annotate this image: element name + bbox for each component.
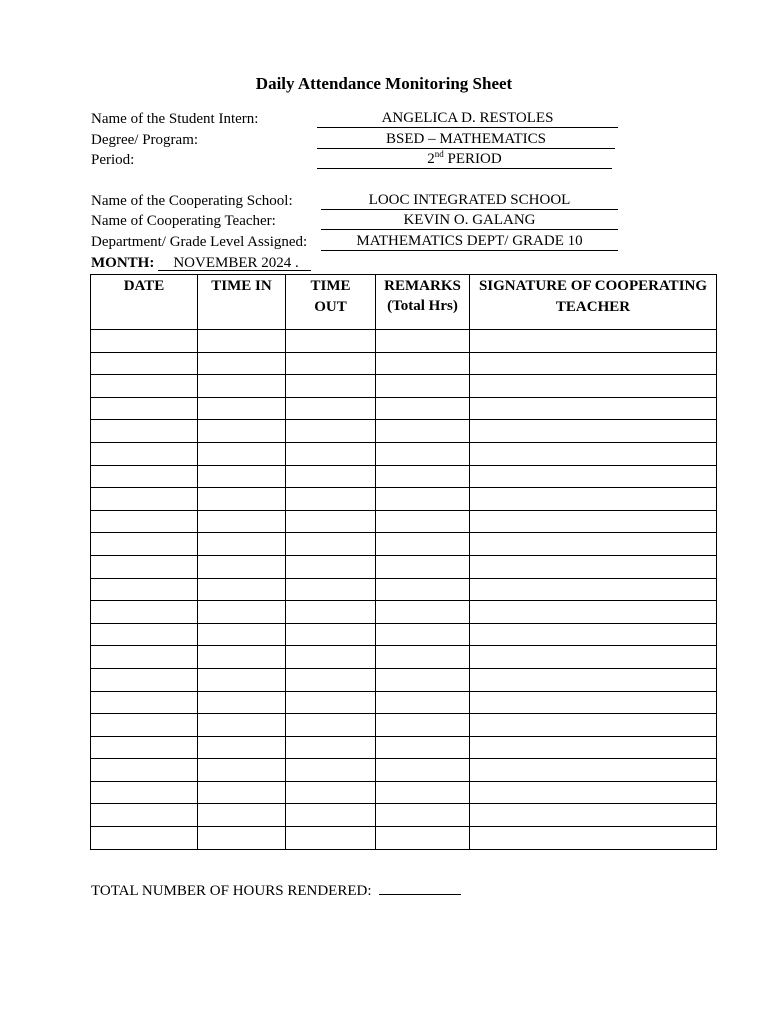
table-row (91, 510, 717, 533)
time-out-cell[interactable] (286, 397, 376, 420)
date-cell[interactable] (91, 827, 198, 850)
signature-cell[interactable] (470, 420, 717, 443)
date-cell[interactable] (91, 578, 198, 601)
remarks-cell[interactable] (376, 759, 470, 782)
month-label: MONTH: (91, 255, 155, 271)
student-intern-row (91, 109, 651, 129)
time-out-cell[interactable] (286, 420, 376, 443)
total-hours-label: TOTAL NUMBER OF HOURS RENDERED: (91, 883, 372, 899)
table-row (91, 827, 717, 850)
time-out-cell[interactable] (286, 488, 376, 511)
time-out-cell[interactable] (286, 465, 376, 488)
total-hours-blank[interactable] (379, 878, 461, 895)
period-suffix: nd (434, 149, 444, 159)
signature-cell[interactable] (470, 804, 717, 827)
period-row (91, 150, 651, 170)
date-cell[interactable] (91, 781, 198, 804)
signature-cell[interactable] (470, 646, 717, 669)
table-row (91, 623, 717, 646)
date-cell[interactable] (91, 488, 198, 511)
remarks-cell[interactable] (376, 420, 470, 443)
time-in-cell[interactable] (198, 442, 286, 465)
time-in-cell[interactable] (198, 533, 286, 556)
month-value: NOVEMBER 2024 . (158, 254, 310, 271)
remarks-cell[interactable] (376, 691, 470, 714)
remarks-cell[interactable] (376, 488, 470, 511)
time-out-cell[interactable] (286, 601, 376, 624)
signature-cell[interactable] (470, 668, 717, 691)
time-out-cell[interactable] (286, 510, 376, 533)
signature-cell[interactable] (470, 510, 717, 533)
table-row (91, 759, 717, 782)
remarks-cell[interactable] (376, 578, 470, 601)
signature-cell[interactable] (470, 397, 717, 420)
time-out-cell[interactable] (286, 442, 376, 465)
period-number: 2 (427, 151, 435, 167)
header-remarks: REMARKS (Total Hrs) (376, 275, 470, 330)
date-cell[interactable] (91, 510, 198, 533)
remarks-cell[interactable] (376, 352, 470, 375)
table-row (91, 736, 717, 759)
date-cell[interactable] (91, 646, 198, 669)
time-in-cell[interactable] (198, 397, 286, 420)
header-time-out: TIME OUT (286, 275, 376, 330)
signature-cell[interactable] (470, 601, 717, 624)
signature-cell[interactable] (470, 533, 717, 556)
time-out-cell[interactable] (286, 646, 376, 669)
time-out-cell[interactable] (286, 714, 376, 737)
signature-cell[interactable] (470, 330, 717, 353)
date-cell[interactable] (91, 714, 198, 737)
remarks-cell[interactable] (376, 330, 470, 353)
remarks-cell[interactable] (376, 510, 470, 533)
attendance-table-body (91, 330, 717, 850)
attendance-table (90, 274, 717, 850)
remarks-cell[interactable] (376, 533, 470, 556)
date-cell[interactable] (91, 759, 198, 782)
student-intern-value: ANGELICA D. RESTOLES (317, 109, 618, 128)
time-in-cell[interactable] (198, 420, 286, 443)
signature-cell[interactable] (470, 442, 717, 465)
signature-cell[interactable] (470, 352, 717, 375)
header-signature: SIGNATURE OF COOPERATING TEACHER (470, 275, 717, 330)
header-time-in: TIME IN (198, 275, 286, 330)
date-cell[interactable] (91, 442, 198, 465)
signature-cell[interactable] (470, 555, 717, 578)
time-in-cell[interactable] (198, 691, 286, 714)
table-row (91, 352, 717, 375)
remarks-cell[interactable] (376, 375, 470, 398)
table-row (91, 668, 717, 691)
time-out-cell[interactable] (286, 578, 376, 601)
date-cell[interactable] (91, 555, 198, 578)
remarks-cell[interactable] (376, 827, 470, 850)
table-row (91, 397, 717, 420)
cooperating-teacher-value: KEVIN O. GALANG (321, 211, 618, 230)
signature-cell[interactable] (470, 623, 717, 646)
time-out-cell[interactable] (286, 759, 376, 782)
time-out-cell[interactable] (286, 352, 376, 375)
signature-cell[interactable] (470, 781, 717, 804)
date-cell[interactable] (91, 330, 198, 353)
degree-program-label: Degree/ Program: (91, 132, 199, 148)
table-row (91, 488, 717, 511)
signature-cell[interactable] (470, 578, 717, 601)
time-in-cell[interactable] (198, 375, 286, 398)
signature-cell[interactable] (470, 488, 717, 511)
remarks-cell[interactable] (376, 714, 470, 737)
date-cell[interactable] (91, 623, 198, 646)
date-cell[interactable] (91, 601, 198, 624)
total-hours-row (91, 878, 461, 900)
time-in-cell[interactable] (198, 555, 286, 578)
table-row (91, 442, 717, 465)
header-date: DATE (91, 275, 198, 330)
time-in-cell[interactable] (198, 781, 286, 804)
cooperating-teacher-row (91, 211, 651, 231)
period-value (317, 150, 612, 169)
signature-cell[interactable] (470, 759, 717, 782)
time-out-cell[interactable] (286, 555, 376, 578)
remarks-cell[interactable] (376, 646, 470, 669)
table-row (91, 420, 717, 443)
date-cell[interactable] (91, 804, 198, 827)
table-row (91, 646, 717, 669)
time-in-cell[interactable] (198, 827, 286, 850)
sheet-title: Daily Attendance Monitoring Sheet (255, 74, 513, 93)
signature-cell[interactable] (470, 827, 717, 850)
department-grade-value: MATHEMATICS DEPT/ GRADE 10 (321, 232, 618, 251)
cooperating-teacher-label: Name of Cooperating Teacher: (91, 213, 276, 229)
remarks-cell[interactable] (376, 465, 470, 488)
time-out-cell[interactable] (286, 804, 376, 827)
table-row (91, 804, 717, 827)
table-row (91, 714, 717, 737)
time-in-cell[interactable] (198, 352, 286, 375)
cooperating-school-value: LOOC INTEGRATED SCHOOL (321, 191, 618, 210)
table-row (91, 601, 717, 624)
time-in-cell[interactable] (198, 330, 286, 353)
remarks-cell[interactable] (376, 623, 470, 646)
time-in-cell[interactable] (198, 646, 286, 669)
time-out-cell[interactable] (286, 736, 376, 759)
signature-cell[interactable] (470, 714, 717, 737)
signature-cell[interactable] (470, 736, 717, 759)
table-row (91, 555, 717, 578)
remarks-cell[interactable] (376, 601, 470, 624)
signature-cell[interactable] (470, 691, 717, 714)
remarks-cell[interactable] (376, 804, 470, 827)
time-out-cell[interactable] (286, 533, 376, 556)
period-label: Period: (91, 152, 135, 168)
table-row (91, 465, 717, 488)
time-out-cell[interactable] (286, 623, 376, 646)
table-row (91, 691, 717, 714)
time-in-cell[interactable] (198, 714, 286, 737)
time-in-cell[interactable] (198, 510, 286, 533)
signature-cell[interactable] (470, 465, 717, 488)
remarks-cell[interactable] (376, 736, 470, 759)
table-row (91, 578, 717, 601)
time-in-cell[interactable] (198, 578, 286, 601)
time-in-cell[interactable] (198, 623, 286, 646)
remarks-cell[interactable] (376, 781, 470, 804)
signature-cell[interactable] (470, 375, 717, 398)
date-cell[interactable] (91, 352, 198, 375)
student-intern-label: Name of the Student Intern: (91, 111, 259, 127)
table-row (91, 375, 717, 398)
time-out-cell[interactable] (286, 668, 376, 691)
date-cell[interactable] (91, 533, 198, 556)
date-cell[interactable] (91, 668, 198, 691)
time-in-cell[interactable] (198, 465, 286, 488)
period-text: PERIOD (443, 151, 502, 167)
time-in-cell[interactable] (198, 736, 286, 759)
time-in-cell[interactable] (198, 668, 286, 691)
table-row (91, 533, 717, 556)
time-in-cell[interactable] (198, 804, 286, 827)
date-cell[interactable] (91, 691, 198, 714)
date-cell[interactable] (91, 465, 198, 488)
time-in-cell[interactable] (198, 759, 286, 782)
table-row (91, 781, 717, 804)
cooperating-school-row (91, 191, 651, 211)
time-out-cell[interactable] (286, 691, 376, 714)
remarks-cell[interactable] (376, 397, 470, 420)
cooperating-school-label: Name of the Cooperating School: (91, 193, 293, 209)
time-out-cell[interactable] (286, 375, 376, 398)
remarks-cell[interactable] (376, 555, 470, 578)
degree-program-value: BSED – MATHEMATICS (317, 130, 615, 149)
degree-program-row (91, 130, 651, 150)
department-grade-label: Department/ Grade Level Assigned: (91, 234, 308, 250)
date-cell[interactable] (91, 736, 198, 759)
department-grade-row (91, 232, 651, 252)
date-cell[interactable] (91, 420, 198, 443)
time-out-cell[interactable] (286, 827, 376, 850)
date-cell[interactable] (91, 397, 198, 420)
date-cell[interactable] (91, 375, 198, 398)
month-row (91, 253, 311, 273)
table-header-row (91, 275, 717, 330)
remarks-cell[interactable] (376, 668, 470, 691)
time-in-cell[interactable] (198, 488, 286, 511)
time-out-cell[interactable] (286, 781, 376, 804)
table-row (91, 330, 717, 353)
time-out-cell[interactable] (286, 330, 376, 353)
remarks-cell[interactable] (376, 442, 470, 465)
time-in-cell[interactable] (198, 601, 286, 624)
